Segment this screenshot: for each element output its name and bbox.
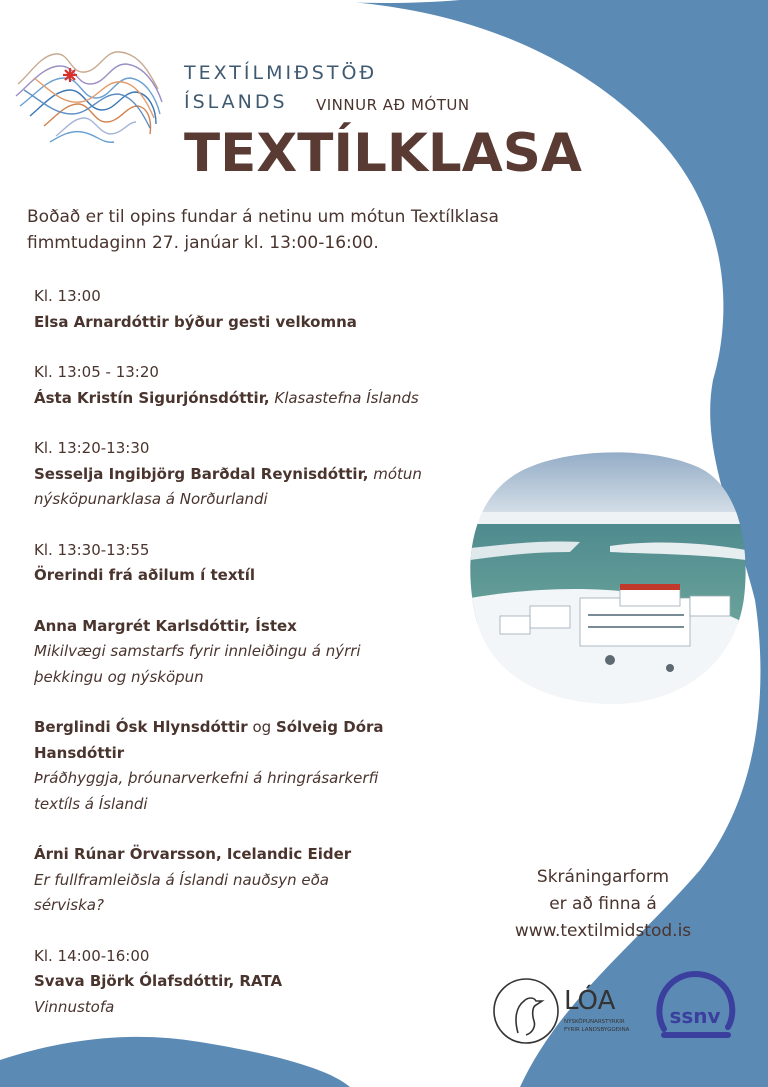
bird-icon <box>516 998 542 1035</box>
speaker-name: Sólveig Dóra <box>275 718 384 736</box>
speaker-name: Anna Margrét Karlsdóttir, Ístex <box>34 616 297 635</box>
program-text: Örerindi frá aðilum í textíl <box>34 566 255 584</box>
program-time: Kl. 13:05 - 13:20 <box>34 363 159 381</box>
talk-topic-cont: þekkingu og nýsköpun <box>34 667 204 686</box>
speaker-name-cont: Hansdóttir <box>34 743 125 762</box>
program-block-6 <box>34 715 474 817</box>
talk-topic: mótun <box>368 464 422 483</box>
speaker-name: Sesselja Ingibjörg Barðdal Reynisdóttir, <box>34 464 369 483</box>
program-block-2 <box>34 360 474 411</box>
program-time: Kl. 13:00 <box>34 287 101 305</box>
intro-text <box>27 204 607 256</box>
speaker-name: Berglindi Ósk Hlynsdóttir <box>34 718 248 736</box>
program-list <box>34 284 474 1045</box>
intro-line2: fimmtudaginn 27. janúar kl. 13:00-16:00. <box>27 233 379 253</box>
program-line <box>34 386 474 412</box>
program-time: Kl. 13:20-13:30 <box>34 439 150 457</box>
program-block-3 <box>34 436 474 513</box>
program-block-4 <box>34 538 474 589</box>
program-block-8 <box>34 944 474 1021</box>
program-block-5 <box>34 614 474 691</box>
program-line <box>34 310 474 336</box>
speaker-name: Svava Björk Ólafsdóttir, RATA <box>34 972 283 990</box>
program-block-1 <box>34 284 474 335</box>
program-line <box>34 462 474 488</box>
red-star-icon <box>63 68 77 82</box>
registration-line2: er að finna á <box>549 894 657 914</box>
program-block-7 <box>34 842 474 919</box>
coastal-village-photo <box>470 448 746 704</box>
talk-topic: Er fullframleiðsla á Íslandi nauðsyn eða <box>34 870 329 889</box>
org-name-line2: ÍSLANDS <box>184 91 288 113</box>
talk-topic-cont: textíls á Íslandi <box>34 794 148 813</box>
org-name-line1: TEXTÍLMIÐSTÖÐ <box>184 62 378 84</box>
loa-name: LÓA <box>564 986 616 1016</box>
talk-topic: Mikilvægi samstarfs fyrir innleiðingu á nýrri <box>34 642 361 660</box>
talk-topic-cont: nýsköpunarklasa á Norðurlandi <box>34 490 268 508</box>
program-line <box>34 715 474 741</box>
conjunction: og <box>247 718 276 736</box>
ssnv-logo <box>654 969 736 1045</box>
loa-logo <box>492 973 642 1049</box>
talk-topic: Vinnustofa <box>34 997 115 1016</box>
speaker-name: Ásta Kristín Sigurjónsdóttir, <box>34 388 270 407</box>
speaker-name: Elsa Arnardóttir <box>34 312 169 331</box>
loa-tagline2: FYRIR LANDSBYGGÐINA <box>564 1027 630 1033</box>
talk-topic: Þráðhyggja, þróunarverkefni á hringrásarkerfi <box>34 769 379 787</box>
registration-info <box>492 864 714 945</box>
intro-line1: Boðað er til opins fundar á netinu um mótun Textílklasa <box>27 207 499 227</box>
program-time: Kl. 13:30-13:55 <box>34 540 150 559</box>
program-text: býður gesti velkomna <box>168 312 357 331</box>
talk-topic-cont: sérviska? <box>34 896 104 914</box>
textile-iceland-logo <box>10 44 170 148</box>
program-time: Kl. 14:00-16:00 <box>34 946 150 965</box>
talk-topic: Klasastefna Íslands <box>269 388 419 407</box>
page-title: TEXTÍLKLASA <box>184 123 582 184</box>
subtitle: VINNUR AÐ MÓTUN <box>316 96 470 114</box>
registration-link[interactable]: www.textilmidstod.is <box>514 921 692 941</box>
registration-line1: Skráningarform <box>536 867 670 887</box>
loa-tagline1: NÝSKÖPUNARSTYRKIR <box>564 1019 625 1025</box>
speaker-name: Árni Rúnar Örvarsson, Icelandic Eider <box>34 845 352 863</box>
ssnv-name: ssnv <box>669 1004 721 1028</box>
